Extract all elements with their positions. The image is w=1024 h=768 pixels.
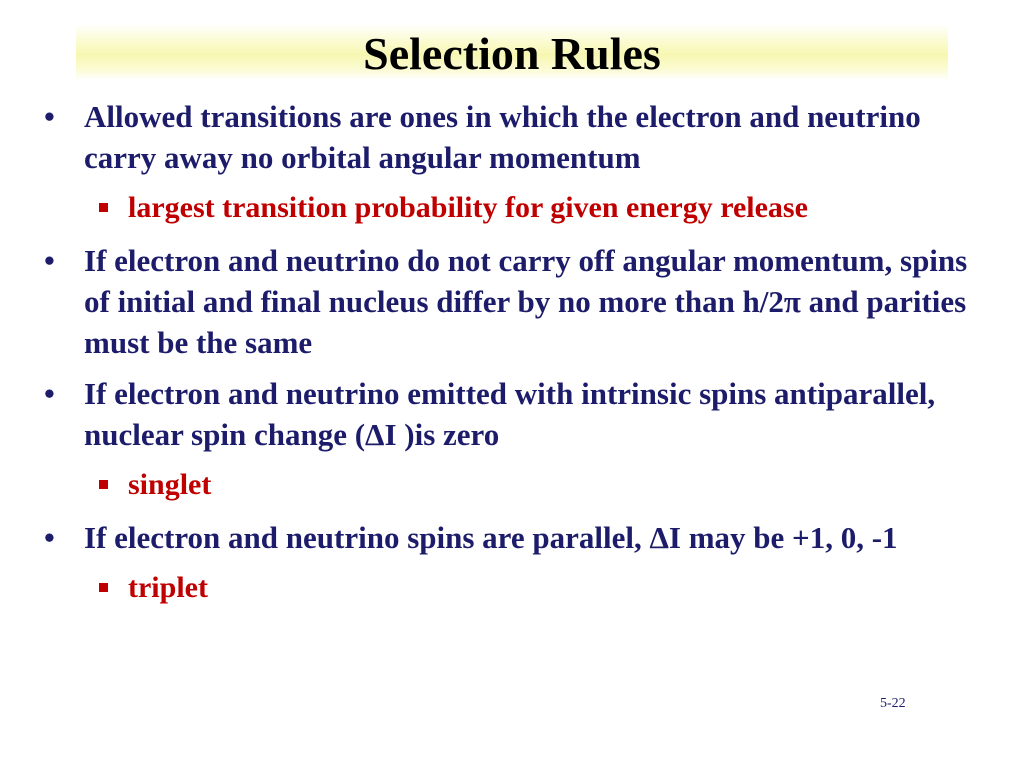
sub-bullet-text: triplet	[128, 571, 208, 604]
sub-bullet-item-1	[36, 188, 996, 228]
bullet-item-1	[36, 96, 996, 178]
page-number: 5-22	[880, 696, 906, 711]
bullet-item-4	[36, 517, 996, 558]
sub-bullet-item-3	[36, 465, 996, 505]
sub-bullet-item-4	[36, 568, 996, 608]
bullet-text: Allowed transitions are ones in which the electron and neutrino carry away no orbital angular momentum	[84, 99, 921, 175]
sub-bullet-text: singlet	[128, 468, 212, 501]
slide-title: Selection Rules	[363, 28, 661, 79]
bullet-item-3	[36, 373, 996, 455]
bullet-text: If electron and neutrino do not carry off angular momentum, spins of initial and final nucleus differ by no more than h/2π and parities must be the same	[84, 243, 968, 360]
bullet-dot-icon: •	[44, 376, 55, 411]
sub-bullet-text: largest transition probability for given energy release	[128, 191, 808, 224]
square-bullet-icon	[99, 203, 108, 212]
title-band	[76, 24, 948, 80]
bullet-dot-icon: •	[44, 243, 55, 278]
bullet-dot-icon: •	[44, 99, 55, 134]
bullet-text: If electron and neutrino emitted with intrinsic spins antiparallel, nuclear spin change (ΔI )is zero	[84, 376, 936, 452]
bullet-item-2	[36, 240, 996, 363]
square-bullet-icon	[99, 480, 108, 489]
bullet-dot-icon: •	[44, 520, 55, 555]
bullet-text: If electron and neutrino spins are parallel, ΔI may be +1, 0, -1	[84, 520, 898, 555]
bullet-list	[36, 96, 996, 620]
square-bullet-icon	[99, 583, 108, 592]
